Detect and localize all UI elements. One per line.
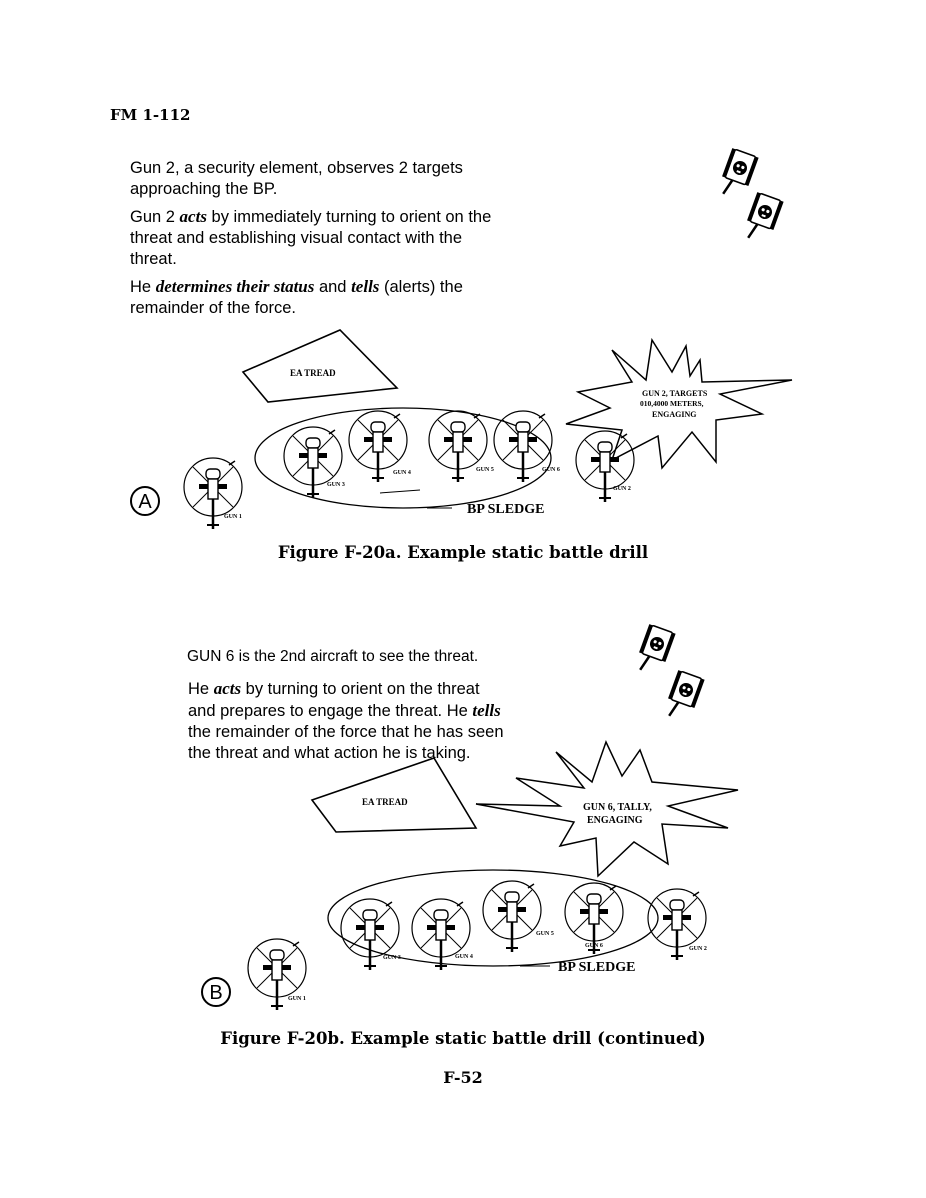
burst-line: ENGAGING	[587, 815, 643, 826]
emphasis-acts: acts	[179, 207, 207, 226]
threat-tank-icon	[742, 192, 784, 245]
ea-label: EA TREAD	[362, 797, 408, 807]
bp-label: BP SLEDGE	[467, 502, 545, 517]
panel-letter: B	[209, 982, 223, 1004]
gun-label: GUN 4	[393, 470, 411, 476]
emphasis-tells: tells	[351, 277, 380, 296]
burst-line: ENGAGING	[652, 410, 697, 419]
figure-a-para-1: Gun 2, a security element, observes 2 targets approaching the BP.	[130, 159, 463, 198]
figure-b-caption: Figure F-20b. Example static battle drill (continued)	[220, 1029, 706, 1048]
figure-b-para-1: GUN 6 is the 2nd aircraft to see the threat.	[187, 648, 479, 665]
figure-b-diagram	[0, 600, 926, 1030]
text-run: and	[314, 278, 352, 296]
gun-label: GUN 3	[327, 482, 345, 488]
threat-tank-icon	[663, 670, 705, 723]
emphasis-acts: acts	[213, 679, 242, 698]
emphasis-tells: tells	[472, 701, 501, 720]
battle-position-outline	[328, 870, 658, 966]
engagement-area-shape	[312, 758, 476, 832]
gun-label: GUN 4	[455, 954, 473, 960]
ea-label: EA TREAD	[290, 368, 336, 378]
engagement-area-shape	[243, 330, 397, 402]
text-run: He	[130, 278, 156, 296]
gun-label: GUN 5	[536, 931, 554, 937]
burst-line: 010,4000 METERS,	[640, 399, 704, 408]
figure-a-caption: Figure F-20a. Example static battle drill	[277, 543, 649, 562]
text-run: by turning to orient on the threat and prepares to engage the threat. He	[188, 680, 480, 720]
text-run: the remainder of the force that he has seen the threat and what action he is taking.	[188, 723, 504, 762]
gun-label: GUN 6	[585, 943, 603, 949]
gun-label: GUN 5	[476, 467, 494, 473]
gun-label: GUN 1	[224, 514, 242, 520]
bp-label: BP SLEDGE	[558, 960, 636, 975]
text-run: He	[188, 680, 214, 698]
text-run: (alerts) the remainder of the force.	[130, 278, 463, 317]
panel-letter: A	[138, 491, 152, 513]
threat-tank-icon	[634, 624, 676, 677]
doc-id: FM 1-112	[110, 106, 191, 124]
text-run: Gun 2	[130, 208, 180, 226]
burst-line: GUN 6, TALLY,	[583, 802, 652, 813]
threat-tank-icon	[717, 148, 759, 201]
page-number: F-52	[443, 1068, 483, 1087]
burst-line: GUN 2, TARGETS	[642, 389, 708, 398]
emphasis-determines: determines their status	[155, 277, 315, 296]
gun-label: GUN 2	[689, 946, 707, 952]
gun-label: GUN 6	[542, 467, 560, 473]
bp-leader-line	[380, 490, 420, 493]
gun-label: GUN 1	[288, 996, 306, 1002]
text-run: by immediately turning to orient on the threat and establishing visual contact with the threat.	[130, 208, 492, 268]
helicopter-icon	[483, 881, 541, 952]
gun-label: GUN 3	[383, 955, 401, 961]
gun-label: GUN 2	[613, 486, 631, 492]
